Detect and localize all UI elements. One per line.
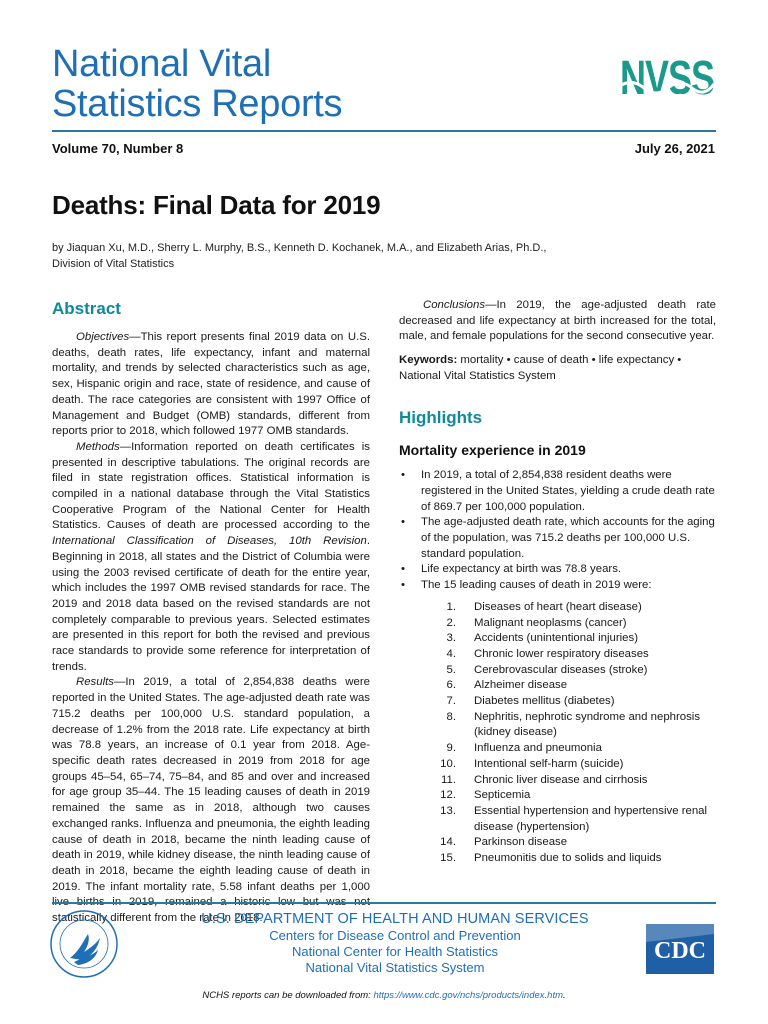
- hhs-seal-icon: [48, 908, 120, 980]
- footer-org-nchs: National Center for Health Statistics: [292, 944, 498, 959]
- cause-label: Alzheimer disease: [474, 679, 568, 692]
- keywords-text: mortality • cause of death • life expectancy • National Vital Statistics System: [399, 354, 682, 382]
- nvss-logo: [618, 52, 716, 126]
- cause-rank: 2.: [446, 616, 456, 629]
- download-suffix: .: [563, 990, 566, 1001]
- methods-text-b: . Beginning in 2018, all states and the District of Columbia were using the 2003 revised certificate of death for the entire year, which includes the 1997 OMB revised standards for race. The 2019 and 2018 data based on the revised standards are not completely comparable to previous years. Selected estimates are presented in this report for both the revised and previous race standards to provide some reference for interpretation of trends.: [52, 535, 370, 673]
- cause-item: [399, 835, 716, 851]
- cause-item: [399, 757, 716, 773]
- cause-label: Accidents (unintentional injuries): [474, 632, 638, 645]
- report-title: Deaths: Final Data for 2019: [52, 190, 381, 220]
- author-names: by Jiaquan Xu, M.D., Sherry L. Murphy, B.S., Kenneth D. Kochanek, M.A., and Elizabeth Arias, Ph.D.,: [52, 242, 547, 254]
- leading-causes-list: [399, 600, 716, 867]
- results-label: Results: [76, 676, 114, 689]
- cause-label: Chronic liver disease and cirrhosis: [474, 773, 648, 786]
- abstract-results: [52, 675, 370, 926]
- keywords-label: Keywords:: [399, 354, 458, 367]
- download-link[interactable]: https://www.cdc.gov/nchs/products/index.htm: [373, 990, 563, 1001]
- cause-item: [399, 616, 716, 632]
- download-note: [0, 990, 768, 1001]
- cause-rank: 11.: [441, 773, 456, 786]
- cause-item: [399, 678, 716, 694]
- cause-rank: 7.: [446, 695, 456, 708]
- cause-label: Cerebrovascular diseases (stroke): [474, 663, 648, 676]
- volume-number: Volume 70, Number 8: [52, 141, 184, 156]
- cause-label: Pneumonitis due to solids and liquids: [474, 852, 662, 865]
- download-prefix: NCHS reports can be downloaded from:: [202, 990, 374, 1001]
- highlights-subheading: Mortality experience in 2019: [399, 441, 586, 458]
- footer-rule: [52, 902, 716, 904]
- cause-rank: 9.: [446, 742, 456, 755]
- cause-item: [399, 851, 716, 867]
- cause-item: [399, 804, 716, 835]
- cause-rank: 1.: [446, 600, 456, 613]
- keywords: [399, 353, 716, 384]
- footer-org-nvss: National Vital Statistics System: [305, 960, 485, 975]
- cause-item: [399, 600, 716, 616]
- footer-department: U.S. DEPARTMENT OF HEALTH AND HUMAN SERVICES: [201, 911, 589, 927]
- abstract-objectives: [52, 330, 370, 440]
- authors-block: [52, 240, 692, 272]
- objectives-label: Objectives: [76, 331, 130, 343]
- cause-item: [399, 710, 716, 741]
- author-division: Division of Vital Statistics: [52, 258, 175, 270]
- cause-label: Diseases of heart (heart disease): [474, 600, 642, 613]
- cause-label: Malignant neoplasms (cancer): [474, 616, 627, 629]
- cause-rank: 4.: [446, 647, 456, 660]
- abstract-column: [52, 298, 370, 927]
- right-column: [399, 298, 716, 867]
- cause-rank: 8.: [446, 710, 456, 723]
- abstract-heading: Abstract: [52, 299, 121, 318]
- cause-label: Intentional self-harm (suicide): [474, 757, 624, 770]
- highlight-item: • The age-adjusted death rate, which accounts for the aging of the population, was 715.2 deaths per 100,000 U.S. standard population.: [399, 515, 716, 562]
- footer-org-block: [190, 910, 600, 976]
- highlight-item: • Life expectancy at birth was 78.8 years.: [399, 562, 716, 578]
- cause-rank: 6.: [446, 679, 456, 692]
- cause-item: [399, 647, 716, 663]
- header-rule: [52, 130, 716, 132]
- issue-date: July 26, 2021: [634, 141, 715, 156]
- cause-item: [399, 631, 716, 647]
- conclusions-text: —In 2019, the age-adjusted death rate decreased and life expectancy at birth increased for the total, male, and female populations for the second consecutive year.: [399, 299, 716, 343]
- cdc-logo: [646, 924, 714, 974]
- methods-label: Methods: [76, 440, 120, 453]
- methods-text-a: —Information reported on death certificates is presented in descriptive tabulations. The original records are filed in state registration offices. Statistical information is compiled in a national database through the Vital Statistics Cooperative Program of the National Center for Health Statistics. Causes of death are processed according to the: [52, 440, 370, 532]
- cause-label: Parkinson disease: [474, 836, 568, 849]
- cause-rank: 14.: [440, 836, 456, 849]
- cause-item: [399, 694, 716, 710]
- cause-label: Nephritis, nephrotic syndrome and nephrosis (kidney disease): [474, 710, 701, 739]
- cause-item: [399, 788, 716, 804]
- cause-label: Diabetes mellitus (diabetes): [474, 695, 615, 708]
- cause-rank: 10.: [440, 757, 456, 770]
- highlights-heading: Highlights: [399, 407, 483, 427]
- masthead-title: [52, 44, 412, 124]
- cause-rank: 13.: [440, 804, 456, 817]
- cause-item: [399, 773, 716, 789]
- cause-label: Essential hypertension and hypertensive renal disease (hypertension): [474, 804, 708, 833]
- cause-rank: 15.: [440, 852, 456, 865]
- abstract-methods: [52, 440, 370, 676]
- masthead-line-2: Statistics Reports: [52, 83, 343, 125]
- cause-rank: 5.: [446, 663, 456, 676]
- cause-label: Chronic lower respiratory diseases: [474, 647, 649, 660]
- methods-icd-title: International Classification of Diseases, 10th Revision: [52, 535, 367, 548]
- highlights-list: [399, 468, 716, 594]
- highlight-item: • The 15 leading causes of death in 2019 were:: [399, 578, 716, 594]
- cause-label: Influenza and pneumonia: [474, 742, 602, 755]
- masthead-line-1: National Vital: [52, 43, 272, 85]
- cause-rank: 12.: [440, 789, 456, 802]
- cdc-logo-text: CDC: [654, 938, 706, 964]
- nvss-logo-text: NVSS: [619, 52, 715, 106]
- footer-org-cdc: Centers for Disease Control and Prevention: [269, 928, 521, 943]
- abstract-conclusions: [399, 298, 716, 345]
- cause-item: [399, 663, 716, 679]
- conclusions-label: Conclusions: [423, 299, 486, 311]
- objectives-text: —This report presents final 2019 data on U.S. deaths, death rates, life expectancy, infant and maternal mortality, and trends by selected characteristics such as age, sex, Hispanic origin and race, state of residence, and cause of death. The race categories are consistent with 1997 Office of Management and Budget (OMB) standards, different from reports prior to 2018, which followed 1977 OMB standards.: [52, 331, 370, 438]
- results-text: —In 2019, a total of 2,854,838 deaths were reported in the United States. The age-adjusted death rate was 715.2 deaths per 100,000 U.S. standard population, a decrease of 1.2% from the 2018 rate. Life expectancy at birth was 78.8 years, an increase of 0.1 year from 2018. Age-specific death rates decreased in 2019 from 2018 for age groups 45–54, 65–74, 75–84, and 85 and over and increased for age group 35–44. The 15 leading causes of death in 2019 remained the same as in 2018, although two causes exchanged ranks. Influenza and pneumonia, the eighth leading cause of death in 2018, became the ninth leading cause of death in 2019, while kidney disease, the ninth leading cause of death in 2018, became the eighth leading cause of death in 2019. The infant mortality rate, 5.58 infant deaths per 1,000 statistically different from the rate in 2018.: [52, 676, 370, 925]
- cause-item: [399, 741, 716, 757]
- highlight-item: • In 2019, a total of 2,854,838 resident deaths were registered in the United States, yielding a crude death rate of 869.7 per 100,000 population.: [399, 468, 716, 515]
- cause-rank: 3.: [446, 632, 456, 645]
- cause-label: Septicemia: [474, 789, 531, 802]
